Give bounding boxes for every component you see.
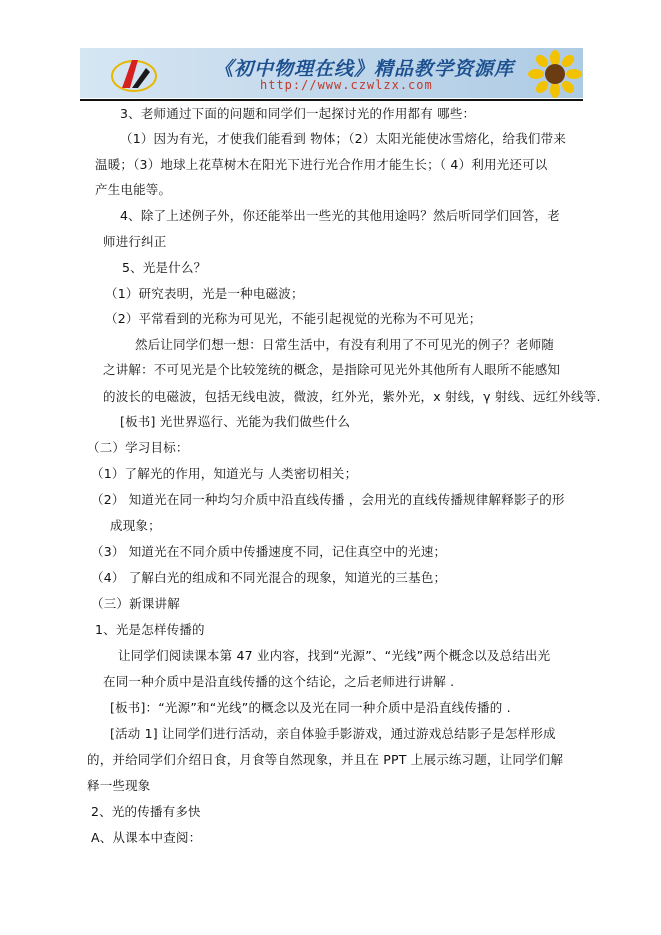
header-banner [80, 48, 583, 98]
logo-icon [110, 54, 158, 94]
text-line: 3、老师通过下面的问题和同学们一起探讨光的作用都有 哪些： [120, 106, 476, 121]
text-line: （1）研究表明，光是一种电磁波； [105, 286, 304, 301]
text-line: 师进行纠正 [103, 234, 167, 249]
text-line: （4） 了解白光的组成和不同光混合的现象，知道光的三基色； [91, 570, 447, 585]
header-rule [80, 99, 583, 101]
text-line: 之讲解：不可见光是个比较笼统的概念，是指除可见光外其他所有人眼所不能感知 [103, 362, 561, 377]
text-line: （2）平常看到的光称为可见光，不能引起视觉的光称为不可见光； [105, 311, 482, 326]
text-line: 的波长的电磁波，包括无线电波，微波，红外光，紫外光，x 射线，γ 射线、远红外线等. [103, 389, 601, 404]
text-line: （2） 知道光在同一种均匀介质中沿直线传播 ，会用光的直线传播规律解释影子的形 [91, 492, 565, 507]
text-line: 2、光的传播有多快 [91, 804, 201, 819]
text-line: （三）新课讲解 [91, 596, 180, 611]
text-line: 让同学们阅读课本第 47 业内容，找到“光源”、“光线”两个概念以及总结出光 [118, 648, 551, 663]
text-line: （1）因为有光，才使我们能看到 物体；（2）太阳光能使冰雪熔化，给我们带来 [120, 131, 567, 146]
text-line: （3） 知道光在不同介质中传播速度不同，记住真空中的光速； [91, 544, 447, 559]
text-line: 5、光是什么？ [122, 260, 207, 275]
sunflower-icon [528, 50, 582, 98]
text-line: [板书]：“光源”和“光线”的概念以及光在同一种介质中是沿直线传播的 . [110, 700, 511, 715]
text-line: [活动 1] 让同学们进行活动，亲自体验手影游戏，通过游戏总结影子是怎样形成 [110, 726, 556, 741]
site-url[interactable]: http://www.czwlzx.com [260, 78, 433, 92]
text-line: [板书] 光世界巡行、光能为我们做些什么 [120, 414, 351, 429]
text-line: 成现象； [110, 518, 161, 533]
text-line: 温暖；（3）地球上花草树木在阳光下进行光合作用才能生长；（ 4）利用光还可以 [95, 157, 548, 172]
text-line: （二）学习目标： [87, 440, 189, 455]
text-line: 的，并给同学们介绍日食，月食等自然现象，并且在 PPT 上展示练习题，让同学们解 [87, 752, 564, 767]
text-line: 产生电能等。 [95, 182, 172, 197]
text-line: 1、光是怎样传播的 [95, 622, 205, 637]
text-line: 在同一种介质中是沿直线传播的这个结论，之后老师进行讲解 . [103, 674, 455, 689]
site-title: 《初中物理在线》精品教学资源库 [214, 58, 515, 80]
text-line: 4、除了上述例子外，你还能举出一些光的其他用途吗？然后听同学们回答，老 [120, 208, 560, 223]
text-line: 释一些现象 [87, 778, 151, 793]
text-line: 然后让同学们想一想：日常生活中，有没有利用了不可见光的例子？老师随 [135, 337, 555, 352]
text-line: A、从课本中查阅： [91, 830, 202, 845]
text-line: （1）了解光的作用，知道光与 人类密切相关； [91, 466, 358, 481]
